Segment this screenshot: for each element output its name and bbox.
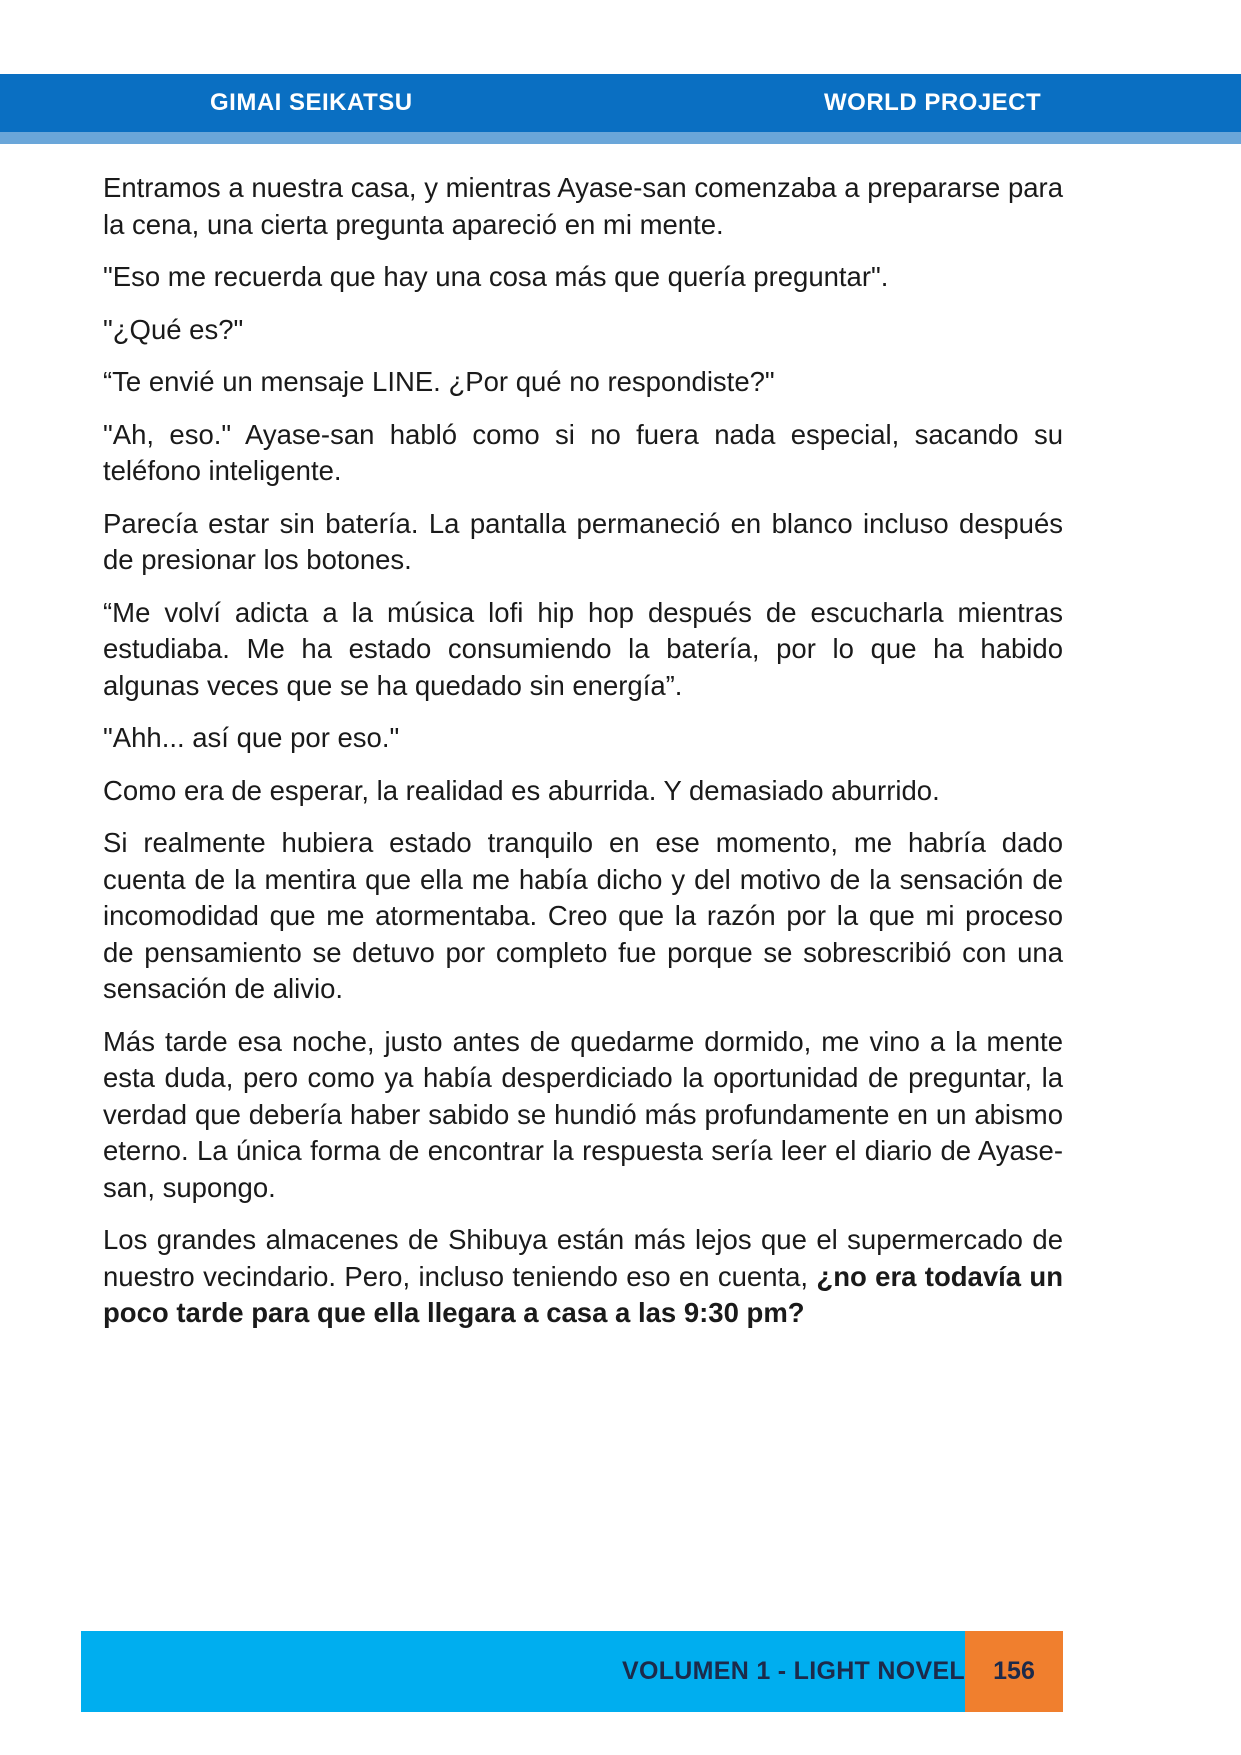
paragraph: Más tarde esa noche, justo antes de quedarme dormido, me vino a la mente esta duda, pero como ya había desperdiciado la oportunidad de preguntar, la verdad que debería haber sabido se hundió más profundamente en un abismo eterno. La única forma de encontrar la respuesta sería leer el diario de Ayase-san, supongo. — [103, 1025, 1063, 1203]
header-series-title: GIMAI SEIKATSU — [210, 89, 413, 116]
paragraph: “Me volví adicta a la música lofi hip hop después de escucharla mientras estudiaba. Me ha estado consumiendo la batería, por lo que ha habido algunas veces que se ha quedado sin energía”. — [103, 596, 1063, 701]
final-paragraph — [103, 1222, 1063, 1332]
final-paragraph-bold: ¿no era todavía un poco tarde para que ella llegara a casa a las 9:30 pm? — [103, 1260, 1063, 1328]
paragraph: "¿Qué es?" — [103, 313, 244, 345]
page-number-box — [965, 1631, 1063, 1712]
paragraph: “Te envié un mensaje LINE. ¿Por qué no respondiste?" — [103, 366, 775, 397]
footer-bar — [81, 1631, 1063, 1712]
header-project-title: WORLD PROJECT — [824, 89, 1042, 116]
paragraph: Parecía estar sin batería. La pantalla permaneció en blanco incluso después de presionar los botones. — [103, 507, 1063, 575]
header-bar — [0, 74, 1241, 132]
paragraph: "Ahh... así que por eso." — [103, 722, 400, 753]
paragraph: Entramos a nuestra casa, y mientras Ayase-san comenzaba a prepararse para la cena, una cierta pregunta apareció en mi mente. — [103, 172, 1063, 240]
page-body — [103, 170, 1063, 1348]
paragraph: "Ah, eso." Ayase-san habló como si no fuera nada especial, sacando su teléfono inteligente. — [103, 418, 1063, 486]
paragraph: Como era de esperar, la realidad es aburrida. Y demasiado aburrido. — [103, 774, 940, 806]
paragraph: "Eso me recuerda que hay una cosa más que quería preguntar". — [103, 261, 889, 292]
footer-volume-label: VOLUMEN 1 - LIGHT NOVEL — [621, 1657, 965, 1685]
paragraph: Si realmente hubiera estado tranquilo en ese momento, me habría dado cuenta de la mentira que ella me había dicho y del motivo de la sensación de incomodidad que me atormentaba. Creo que la razón por la que mi proceso de pensamiento se detuvo por completo fue porque se sobrescribió con una sensación de alivio. — [103, 827, 1063, 1004]
page-number: 156 — [993, 1657, 1035, 1685]
final-paragraph-text: Los grandes almacenes de Shibuya están más lejos que el supermercado de nuestro vecindario. Pero, incluso teniendo eso en cuenta, — [103, 1224, 1063, 1292]
header-stripe — [0, 132, 1241, 144]
